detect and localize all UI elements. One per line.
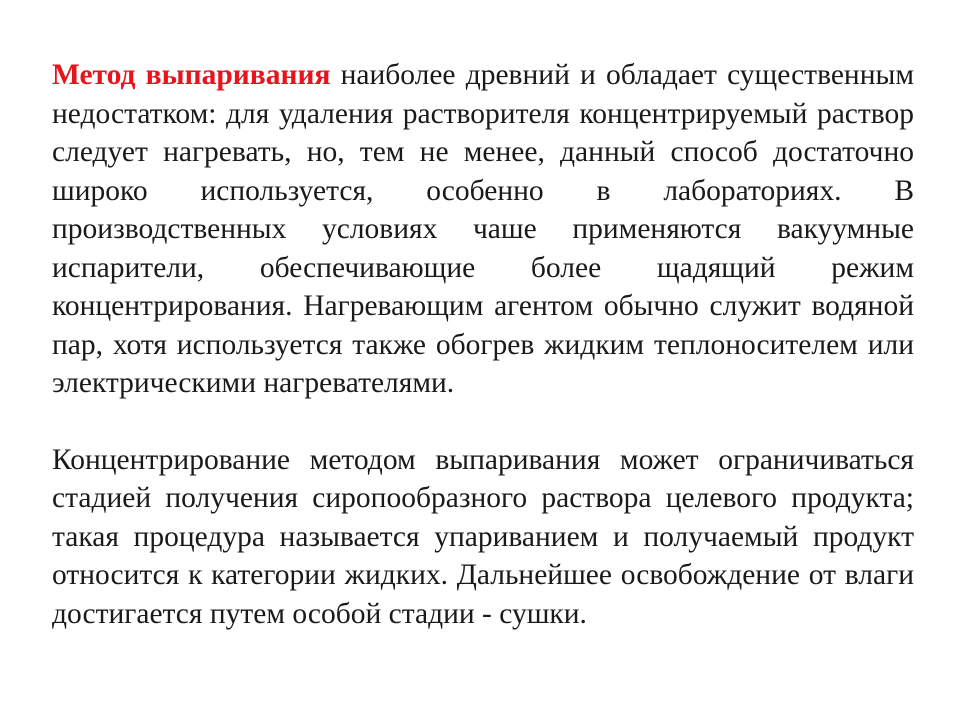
paragraph-concentration: [52, 441, 914, 634]
paragraph-text: Концентрирование методом выпаривания может ограничиваться стадией получения сиропообразного раствора целевого продукта; такая процедура называется упариванием и получаемый продукт относится к категории жидких. Дальнейшее освобождение от влаги достигается путем особой стадии - сушки.: [52, 443, 914, 630]
paragraph-evaporation-method: [52, 56, 914, 403]
highlighted-term: Метод выпаривания: [52, 59, 331, 91]
paragraph-text: наиболее древний и обладает существенным недостатком: для удаления растворителя концентрируемый раствор следует нагревать, но, тем не менее, данный способ достаточно широко используется, особенно в лабораториях. В производственных условиях чаше применяются вакуумные испарители, обеспечивающие более щадящий режим концентрирования. Нагревающим агентом обычно служит водяной пар, хотя используется также обогрев жидким теплоносителем или электрическими нагревателями.: [52, 59, 914, 399]
